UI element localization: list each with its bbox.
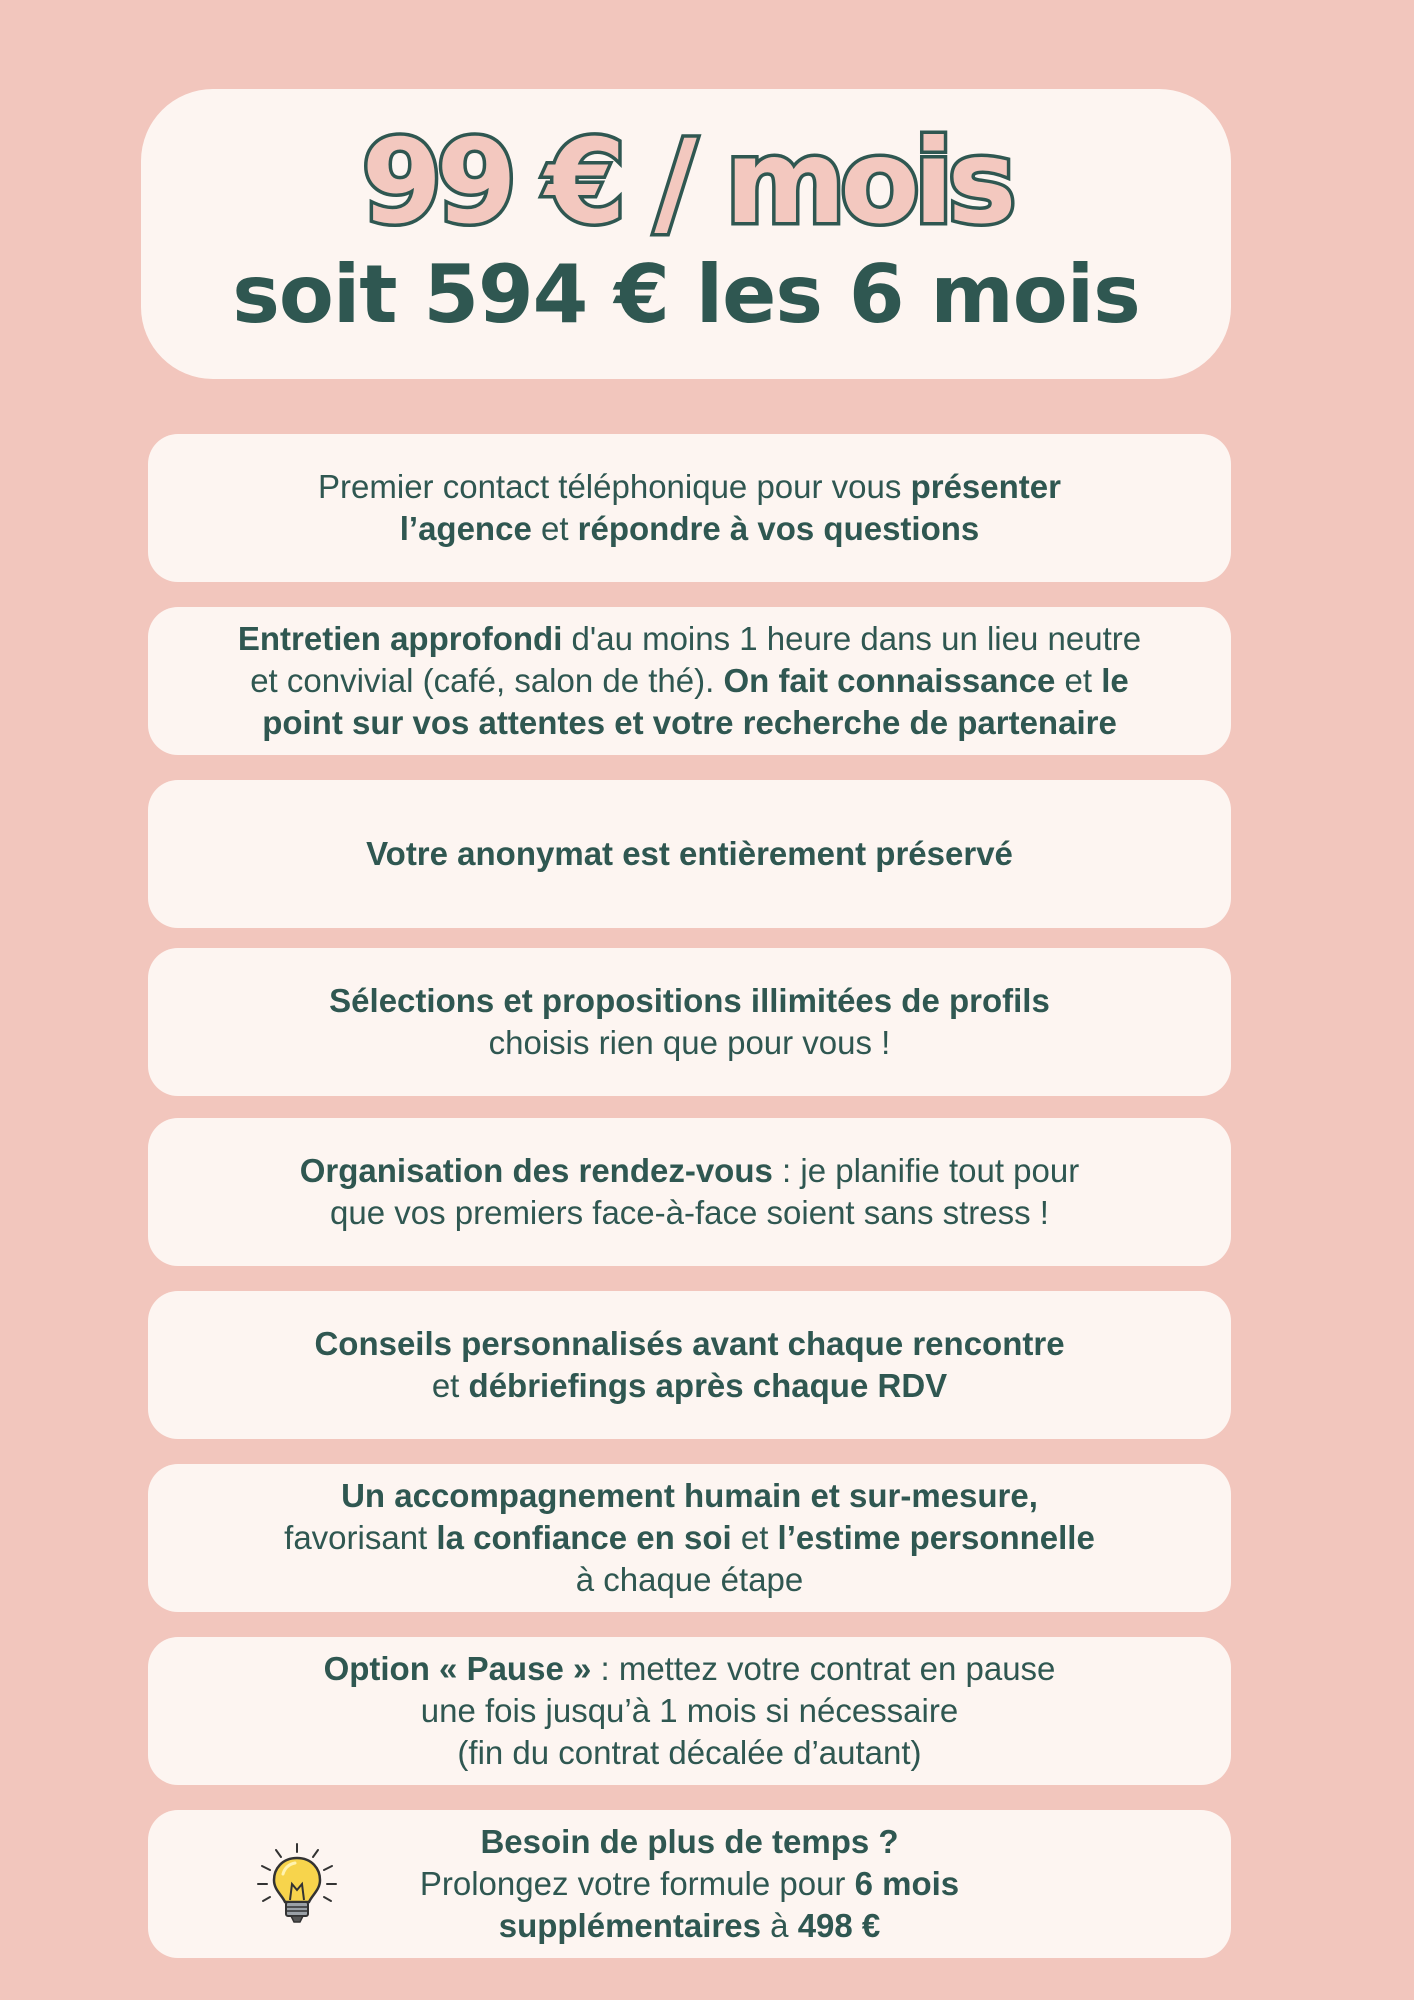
text: et convivial (café, salon de thé). bbox=[250, 662, 724, 699]
feature-pause bbox=[148, 1637, 1231, 1785]
text-bold: On fait connaissance bbox=[723, 662, 1056, 699]
feature-pause-line1 bbox=[324, 1648, 1056, 1690]
text-bold: Option « Pause » bbox=[323, 1650, 592, 1687]
text: (fin du contrat décalée d’autant) bbox=[457, 1734, 922, 1771]
total-price: soit 594 € les 6 mois bbox=[232, 248, 1140, 341]
text-bold: l’agence bbox=[399, 510, 532, 547]
feature-conseils-line2 bbox=[432, 1365, 947, 1407]
feature-prolongation-line3 bbox=[499, 1905, 881, 1947]
text: et bbox=[1055, 662, 1102, 699]
text-bold: 6 mois bbox=[854, 1865, 960, 1902]
text: Premier contact téléphonique pour vous bbox=[318, 468, 911, 505]
feature-anonymat bbox=[148, 780, 1231, 928]
text-bold: Besoin de plus de temps ? bbox=[480, 1823, 899, 1860]
feature-selections-line2 bbox=[489, 1022, 891, 1064]
feature-entretien-line2 bbox=[250, 660, 1129, 702]
text: choisis rien que pour vous ! bbox=[488, 1024, 891, 1061]
text: et bbox=[731, 1519, 778, 1556]
text: à chaque étape bbox=[575, 1561, 804, 1598]
text-bold: l’estime personnelle bbox=[777, 1519, 1095, 1556]
text: une fois jusqu’à 1 mois si nécessaire bbox=[420, 1692, 959, 1729]
text: et bbox=[431, 1367, 469, 1404]
feature-accompagnement-line1 bbox=[341, 1475, 1038, 1517]
feature-anonymat-line1 bbox=[366, 833, 1013, 875]
text: Prolongez votre formule pour bbox=[419, 1865, 855, 1902]
feature-contact bbox=[148, 434, 1231, 582]
text: d'au moins 1 heure dans un lieu neutre bbox=[562, 620, 1142, 657]
feature-conseils bbox=[148, 1291, 1231, 1439]
feature-accompagnement-line3 bbox=[576, 1559, 804, 1601]
feature-organisation-line2 bbox=[330, 1192, 1049, 1234]
feature-pause-line2 bbox=[421, 1690, 958, 1732]
text-bold: Conseils personnalisés avant chaque rencontre bbox=[314, 1325, 1065, 1362]
text: et bbox=[531, 510, 578, 547]
text-bold: supplémentaires bbox=[498, 1907, 761, 1944]
feature-selections bbox=[148, 948, 1231, 1096]
feature-entretien bbox=[148, 607, 1231, 755]
text: : mettez votre contrat en pause bbox=[591, 1650, 1056, 1687]
text-bold: présenter bbox=[910, 468, 1061, 505]
text-bold: Entretien approfondi bbox=[237, 620, 563, 657]
monthly-price: 99 € / mois bbox=[361, 115, 1011, 250]
text-bold: répondre à vos questions bbox=[577, 510, 980, 547]
feature-organisation bbox=[148, 1118, 1231, 1266]
feature-contact-line1 bbox=[318, 466, 1061, 508]
text: : je planifie tout pour bbox=[772, 1152, 1080, 1189]
text: que vos premiers face-à-face soient sans stress ! bbox=[330, 1194, 1049, 1231]
feature-accompagnement bbox=[148, 1464, 1231, 1612]
feature-accompagnement-line2 bbox=[284, 1517, 1095, 1559]
feature-organisation-line1 bbox=[300, 1150, 1079, 1192]
text-bold: le bbox=[1101, 662, 1129, 699]
text: à bbox=[760, 1907, 798, 1944]
feature-selections-line1 bbox=[329, 980, 1050, 1022]
text-bold: Un accompagnement humain et sur-mesure, bbox=[341, 1477, 1038, 1514]
feature-contact-line2 bbox=[400, 508, 980, 550]
text-bold: Organisation des rendez-vous bbox=[299, 1152, 773, 1189]
feature-conseils-line1 bbox=[314, 1323, 1064, 1365]
text-bold: débriefings après chaque RDV bbox=[468, 1367, 948, 1404]
text-bold: point sur vos attentes et votre recherche de partenaire bbox=[262, 704, 1117, 741]
lightbulb-icon bbox=[252, 1838, 342, 1928]
feature-entretien-line1 bbox=[238, 618, 1141, 660]
text-bold: 498 € bbox=[797, 1907, 881, 1944]
text-bold: Votre anonymat est entièrement préservé bbox=[366, 835, 1013, 872]
feature-pause-line3 bbox=[457, 1732, 921, 1774]
price-card bbox=[141, 89, 1231, 379]
feature-prolongation-line1 bbox=[480, 1821, 898, 1863]
text-bold: la confiance en soi bbox=[436, 1519, 732, 1556]
text-bold: Sélections et propositions illimitées de profils bbox=[329, 982, 1050, 1019]
feature-entretien-line3 bbox=[262, 702, 1117, 744]
text: favorisant bbox=[284, 1519, 437, 1556]
feature-prolongation-line2 bbox=[420, 1863, 959, 1905]
